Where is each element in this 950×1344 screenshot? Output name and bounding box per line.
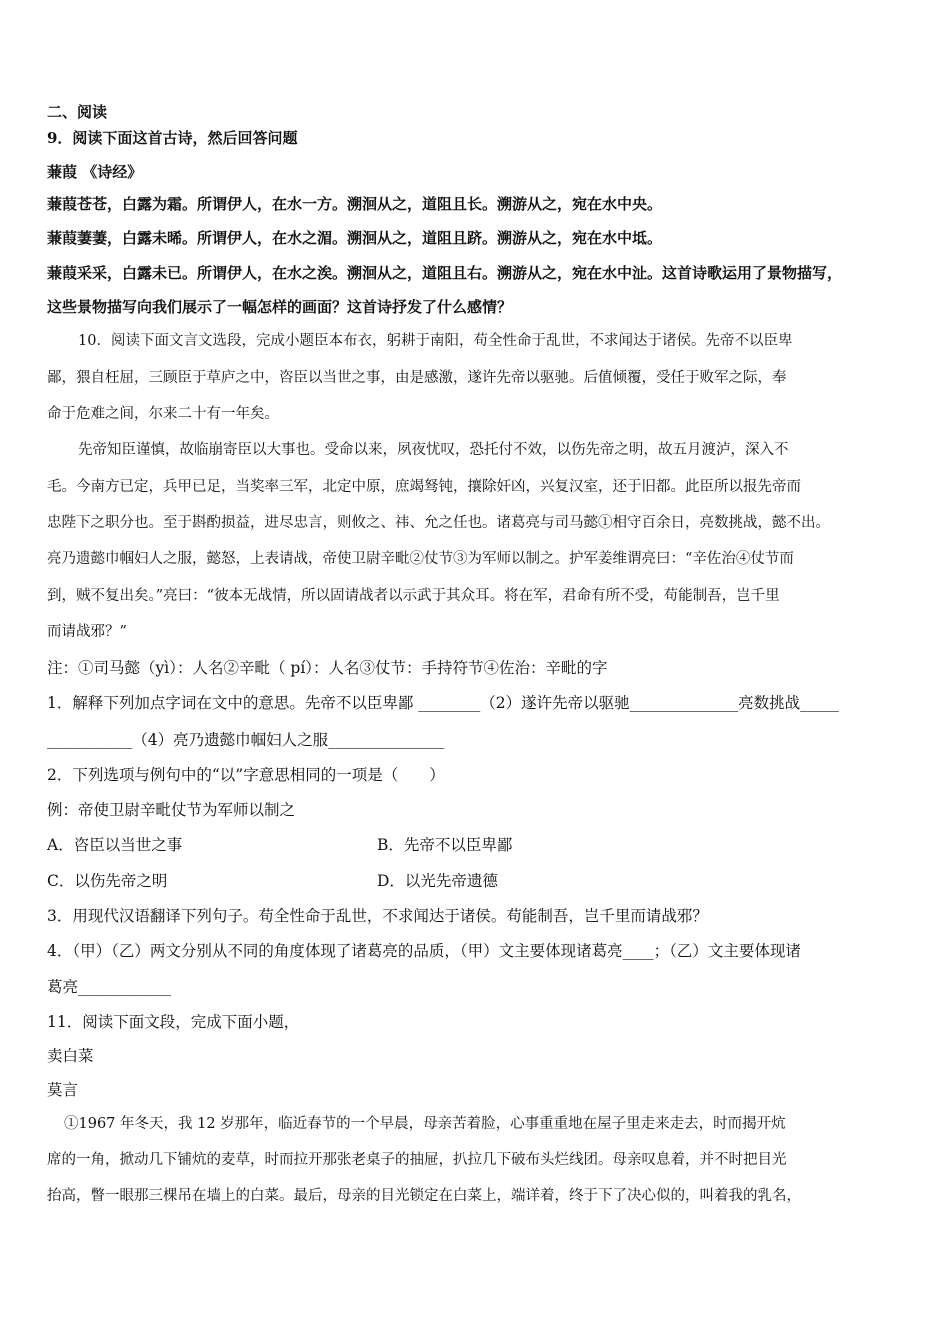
q10-passage-1-line-2: 鄙，猥自枉屈，三顾臣于草庐之中，咨臣以当世之事，由是感激，遂许先帝以驱驰。后值倾覆，受任于败军之际，奉 [47,370,787,386]
q10-passage-2-line-3: 忠陛下之职分也。至于斟酌损益，进尽忠言，则攸之、祎、允之任也。诸葛亮与司马懿①相守百余日，亮数挑战，懿不出。 [47,515,830,531]
option-c: C．以伤先帝之明 [47,872,168,890]
q11-passage-line-2: 席的一角，掀动几下铺炕的麦草，时而拉开那张老桌子的抽屉，扒拉几下破布头烂线团。母亲叹息着，并不时把目光 [47,1152,787,1168]
q10-sub4-line-2: 葛亮____________ [47,978,172,996]
section-heading: 二、阅读 [47,103,108,121]
q10-passage-2-line-1: 先帝知臣谨慎，故临崩寄臣以大事也。受命以来，夙夜忧叹，恐托付不效，以伤先帝之明，故五月渡泸，深入不 [78,442,789,458]
q11-title: 卖白菜 [47,1047,94,1065]
q10-passage-2-line-2: 毛。今南方已定，兵甲已足，当奖率三军，北定中原，庶竭驽钝，攘除奸凶，兴复汉室，还于旧都。此臣所以报先帝而 [47,479,801,495]
q10-passage-2-line-5: 到，贼不复出矣。”亮曰：“彼本无战情，所以固请战者以示武于其众耳。将在军，君命有所不受，苟能制吾，岂千里 [47,588,780,604]
poem-title: 蒹葭 《诗经》 [47,163,143,181]
poem-line-2: 蒹葭萋萋，白露未晞。所谓伊人，在水之湄。溯洄从之，道阻且跻。溯游从之，宛在水中坻。 [47,229,663,247]
q10-passage-1-line-1: 10．阅读下面文言文选段，完成小题臣本布衣，躬耕于南阳，苟全性命于乱世，不求闻达于诸侯。先帝不以臣卑 [78,333,793,349]
q9-instruction: 9．阅读下面这首古诗，然后回答问题 [47,129,298,147]
q10-passage-1-line-3: 命于危难之间，尔来二十有一年矣。 [47,406,279,422]
q11-author: 莫言 [47,1081,79,1099]
poem-line-1: 蒹葭苍苍，白露为霜。所谓伊人，在水一方。溯洄从之，道阻且长。溯游从之，宛在水中央。 [47,195,663,213]
q10-sub2-example: 例：帝使卫尉辛毗仗节为军师以制之 [47,801,296,819]
poem-line-3: 蒹葭采采，白露未已。所谓伊人，在水之涘。溯洄从之，道阻且右。溯游从之，宛在水中沚。这首诗歌运用了景物描写， [47,264,843,282]
q10-sub1-line-1: 1．解释下列加点字词在文中的意思。先帝不以臣卑鄙 ________（2）遂许先帝以驱驰______________亮数挑战_____ [47,694,839,712]
option-d: D．以光先帝遗德 [377,872,498,890]
q10-note: 注：①司马懿（yì）：人名②辛毗（ pí）：人名③仗节：手持符节④佐治：辛毗的字 [47,659,608,677]
option-b: B．先帝不以臣卑鄙 [377,836,513,854]
q11-passage-line-1: ①1967 年冬天，我 12 岁那年，临近春节的一个早晨，母亲苦着脸，心事重重地在屋子里走来走去，时而揭开炕 [64,1116,786,1132]
q10-sub3: 3．用现代汉语翻译下列句子。苟全性命于乱世，不求闻达于诸侯。苟能制吾，岂千里而请战邪？ [47,907,708,925]
q10-sub1-line-2: ___________（4）亮乃遗懿巾帼妇人之服_______________ [47,731,445,749]
q9-question: 这些景物描写向我们展示了一幅怎样的画面？这首诗抒发了什么感情？ [47,298,513,316]
q11-passage-line-3: 抬高，瞥一眼那三棵吊在墙上的白菜。最后，母亲的目光锁定在白菜上，端详着，终于下了决心似的，叫着我的乳名， [47,1188,801,1204]
q10-sub4-line-1: 4．（甲）（乙）两文分别从不同的角度体现了诸葛亮的品质，（甲）文主要体现诸葛亮____；（乙）文主要体现诸 [47,942,801,960]
q11-instruction: 11．阅读下面文段，完成下面小题， [47,1013,300,1031]
option-a: A．咨臣以当世之事 [47,836,183,854]
q10-passage-2-line-6: 而请战邪？” [47,624,127,640]
q10-passage-2-line-4: 亮乃遗懿巾帼妇人之服，懿怒，上表请战，帝使卫尉辛毗②仗节③为军师以制之。护军姜维谓亮曰：“辛佐治④仗节而 [47,551,794,567]
q10-sub2-stem: 2．下列选项与例句中的“以”字意思相同的一项是（ ） [47,766,445,784]
